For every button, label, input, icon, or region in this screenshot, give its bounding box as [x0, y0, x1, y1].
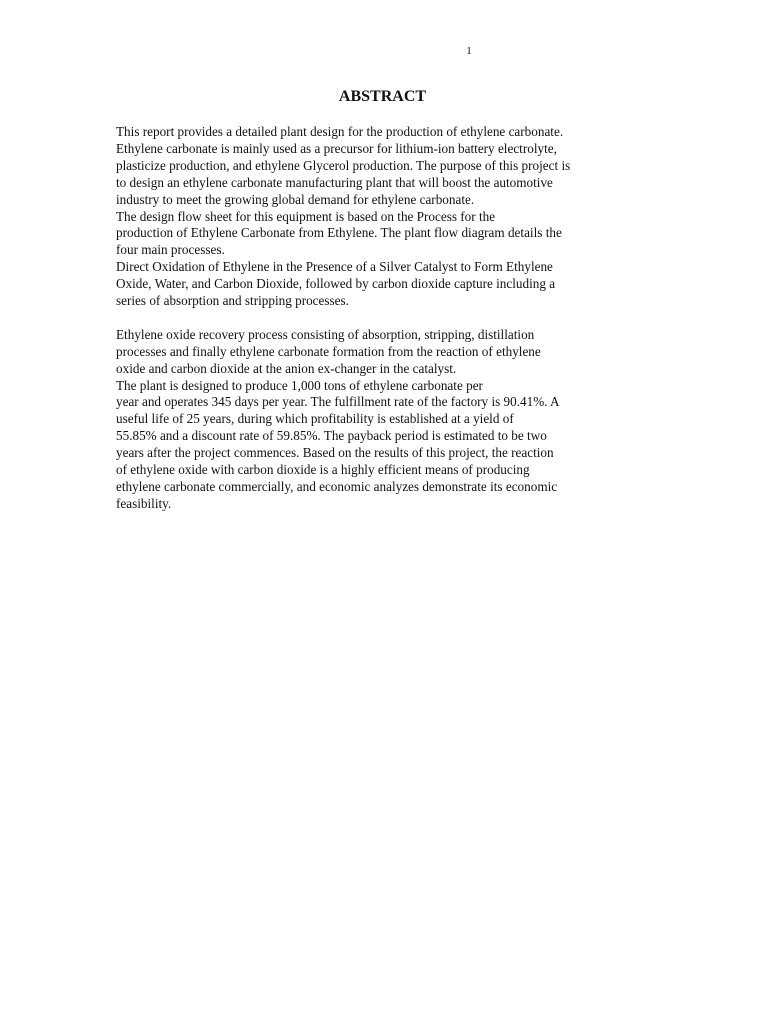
abstract-heading: ABSTRACT	[338, 88, 427, 105]
text-line: The plant is designed to produce 1,000 tons of ethylene carbonate per	[116, 377, 483, 393]
text-line: This report provides a detailed plant design for the production of ethylene carbonate.	[116, 124, 564, 139]
text-line: oxide and carbon dioxide at the anion ex-changer in the catalyst.	[116, 360, 457, 376]
paragraph-spacer	[116, 310, 656, 327]
text-line: Direct Oxidation of Ethylene in the Presence of a Silver Catalyst to Form Ethylene	[116, 259, 553, 275]
text-line: plasticize production, and ethylene Glycerol production. The purpose of this project is	[116, 157, 571, 173]
text-line: of ethylene oxide with carbon dioxide is a highly efficient means of producing	[116, 462, 530, 478]
text-line: The design flow sheet for this equipment is based on the Process for the	[116, 208, 496, 224]
text-line: years after the project commences. Based on the results of this project, the reaction	[116, 445, 554, 461]
text-line: ethylene carbonate commercially, and economic analyzes demonstrate its economic	[116, 479, 558, 495]
text-line: production of Ethylene Carbonate from Ethylene. The plant flow diagram details the	[116, 225, 562, 241]
text-line: industry to meet the growing global demand for ethylene carbonate.	[116, 191, 475, 207]
text-line: four main processes.	[116, 242, 225, 258]
page-title	[0, 87, 768, 107]
paragraph-5	[116, 378, 656, 513]
paragraph-4	[116, 327, 656, 378]
text-line: feasibility.	[116, 495, 172, 511]
text-line: to design an ethylene carbonate manufacturing plant that will boost the automotive	[116, 174, 553, 190]
abstract-body	[116, 124, 656, 513]
paragraph-3	[116, 259, 656, 310]
paragraph-1	[116, 124, 656, 209]
page-number: 1	[466, 45, 472, 57]
paragraph-2	[116, 209, 656, 260]
text-line: Oxide, Water, and Carbon Dioxide, followed by carbon dioxide capture including a	[116, 276, 556, 292]
text-line: Ethylene oxide recovery process consisting of absorption, stripping, distillation	[116, 326, 535, 342]
text-line: processes and finally ethylene carbonate formation from the reaction of ethylene	[116, 343, 541, 359]
text-line: year and operates 345 days per year. The fulfillment rate of the factory is 90.41%. A	[116, 394, 560, 410]
text-line: useful life of 25 years, during which profitability is established at a yield of	[116, 411, 514, 427]
text-line: series of absorption and stripping processes.	[116, 293, 349, 309]
text-line: 55.85% and a discount rate of 59.85%. The payback period is estimated to be two	[116, 428, 547, 444]
text-line: Ethylene carbonate is mainly used as a precursor for lithium-ion battery electrolyte,	[116, 140, 557, 156]
